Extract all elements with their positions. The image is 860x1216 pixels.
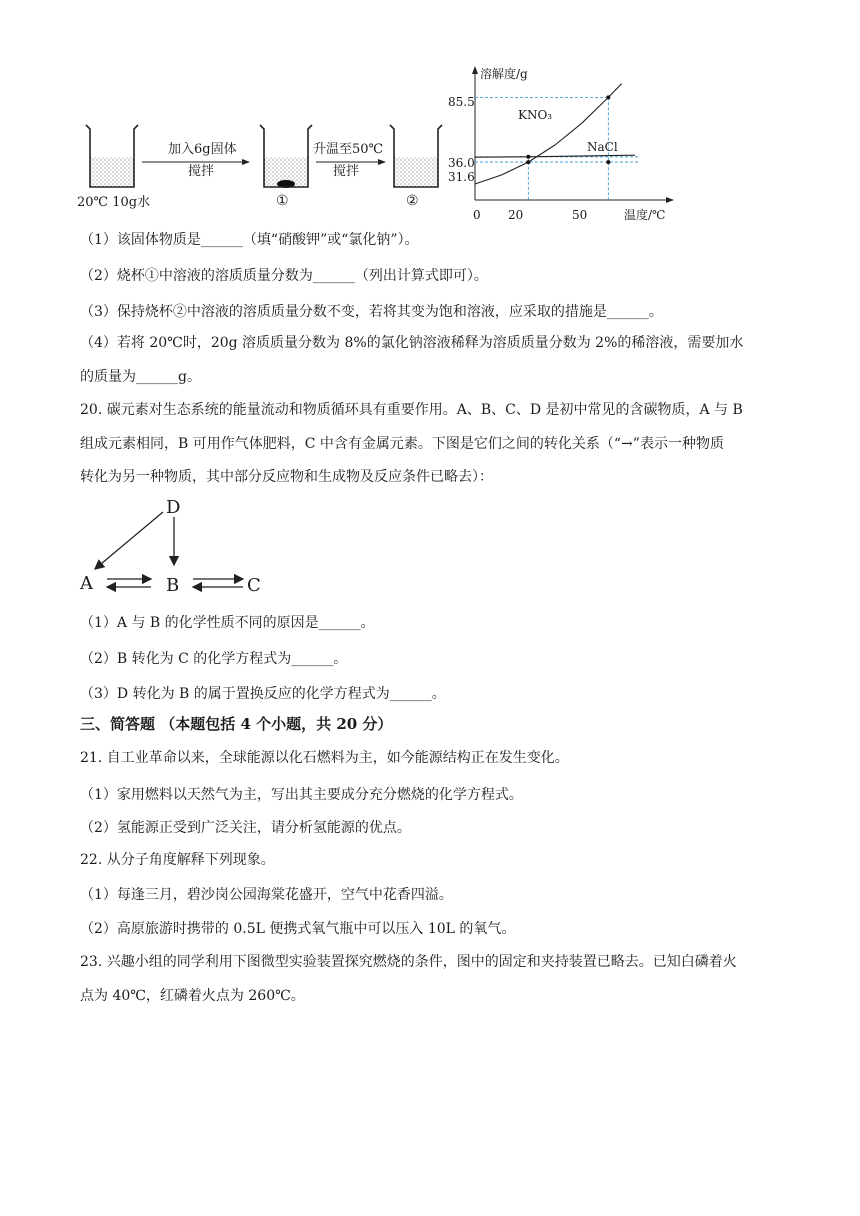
section3-title: 三、简答题 （本题包括 4 个小题，共 20 分） — [80, 715, 393, 733]
beaker-1 — [86, 125, 138, 187]
beaker2-caption: ① — [276, 193, 289, 209]
chart-axes — [472, 66, 674, 203]
q19-part4-line1: （4）若将 20℃时，20g 溶质质量分数为 8%的氯化钠溶液稀释为溶质质量分数为 2%的稀溶液，需要加水 — [80, 335, 744, 351]
q20-stem-line3: 转化为另一种物质，其中部分反应物和生成物及反应条件已略去）： — [80, 469, 493, 485]
marked-point-3 — [606, 95, 610, 99]
chart-xlabel: 温度/℃ — [624, 208, 666, 222]
arrow2-top-label: 升温至50℃ — [313, 142, 384, 157]
ytick-85-5: 85.5 — [448, 95, 475, 109]
arrow1-top-label: 加入6g固体 — [168, 142, 237, 157]
q21-part1: （1）家用燃料以天然气为主，写出其主要成分充分燃烧的化学方程式。 — [80, 787, 523, 803]
q23-stem-line2: 点为 40℃，红磷着火点为 260℃。 — [80, 988, 305, 1004]
beaker1-caption: 20℃ 10g水 — [77, 195, 151, 210]
ytick-31-6: 31.6 — [448, 170, 475, 184]
x-axis-arrowhead — [666, 197, 674, 203]
node-c: C — [247, 575, 261, 596]
q22-part1: （1）每逢三月，碧沙岗公园海棠花盛开，空气中花香四溢。 — [80, 887, 453, 903]
beaker3-caption: ② — [406, 193, 419, 209]
ytick-36-0: 36.0 — [448, 156, 475, 170]
q21-stem: 21. 自工业革命以来，全球能源以化石燃料为主，如今能源结构正在发生变化。 — [80, 750, 569, 766]
node-b: B — [166, 575, 180, 596]
xtick-50: 50 — [572, 208, 588, 222]
node-d: D — [166, 497, 181, 518]
y-axis-arrowhead — [472, 66, 478, 74]
arrow-d-to-a — [95, 512, 163, 569]
q21-part2: （2）氢能源正受到广泛关注，请分析氢能源的优点。 — [80, 820, 411, 836]
node-a: A — [80, 573, 93, 594]
q20-stem-line1: 20. 碳元素对生态系统的能量流动和物质循环具有重要作用。A、B、C、D 是初中常见的含碳物质，A 与 B — [80, 402, 743, 418]
chart-ylabel: 溶解度/g — [480, 67, 528, 81]
beaker-3 — [390, 125, 442, 187]
q19-part1: （1）该固体物质是______（填“硝酸钾”或“氯化钠”）。 — [80, 232, 419, 248]
beaker-2 — [260, 125, 312, 188]
q19-part4-line2: 的质量为______g。 — [80, 369, 201, 385]
chart-series — [475, 84, 635, 184]
arrow2-bottom-label: 搅拌 — [333, 164, 360, 179]
chart-origin-label: 0 — [473, 208, 481, 222]
solubility-chart — [440, 62, 680, 230]
q23-stem-line1: 23. 兴趣小组的同学利用下图微型实验装置探究燃烧的条件，图中的固定和夹持装置已略去。已知白磷着火 — [80, 954, 737, 970]
q20-part3: （3）D 转化为 B 的属于置换反应的化学方程式为______。 — [80, 686, 446, 702]
kno3-series-label: KNO₃ — [518, 108, 553, 122]
q20-stem-line2: 组成元素相同，B 可用作气体肥料，C 中含有金属元素。下图是它们之间的转化关系（“→”表示一种物质 — [80, 436, 724, 452]
kno3-curve — [475, 84, 622, 184]
q19-part2: （2）烧杯①中溶液的溶质质量分数为______（列出计算式即可）。 — [80, 268, 488, 284]
marked-point-0 — [526, 155, 530, 159]
xtick-20: 20 — [508, 208, 524, 222]
arrow1-bottom-label: 搅拌 — [188, 164, 215, 179]
nacl-series-label: NaCl — [587, 140, 618, 154]
q20-part1: （1）A 与 B 的化学性质不同的原因是______。 — [80, 615, 375, 631]
marked-point-2 — [606, 160, 610, 164]
q22-stem: 22. 从分子角度解释下列现象。 — [80, 852, 275, 868]
marked-point-1 — [526, 160, 530, 164]
q19-part3: （3）保持烧杯②中溶液的溶质质量分数不变，若将其变为饱和溶液，应采取的措施是______。 — [80, 304, 663, 320]
q22-part2: （2）高原旅游时携带的 0.5L 便携式氧气瓶中可以压入 10L 的氧气。 — [80, 921, 516, 937]
q20-part2: （2）B 转化为 C 的化学方程式为______。 — [80, 651, 348, 667]
